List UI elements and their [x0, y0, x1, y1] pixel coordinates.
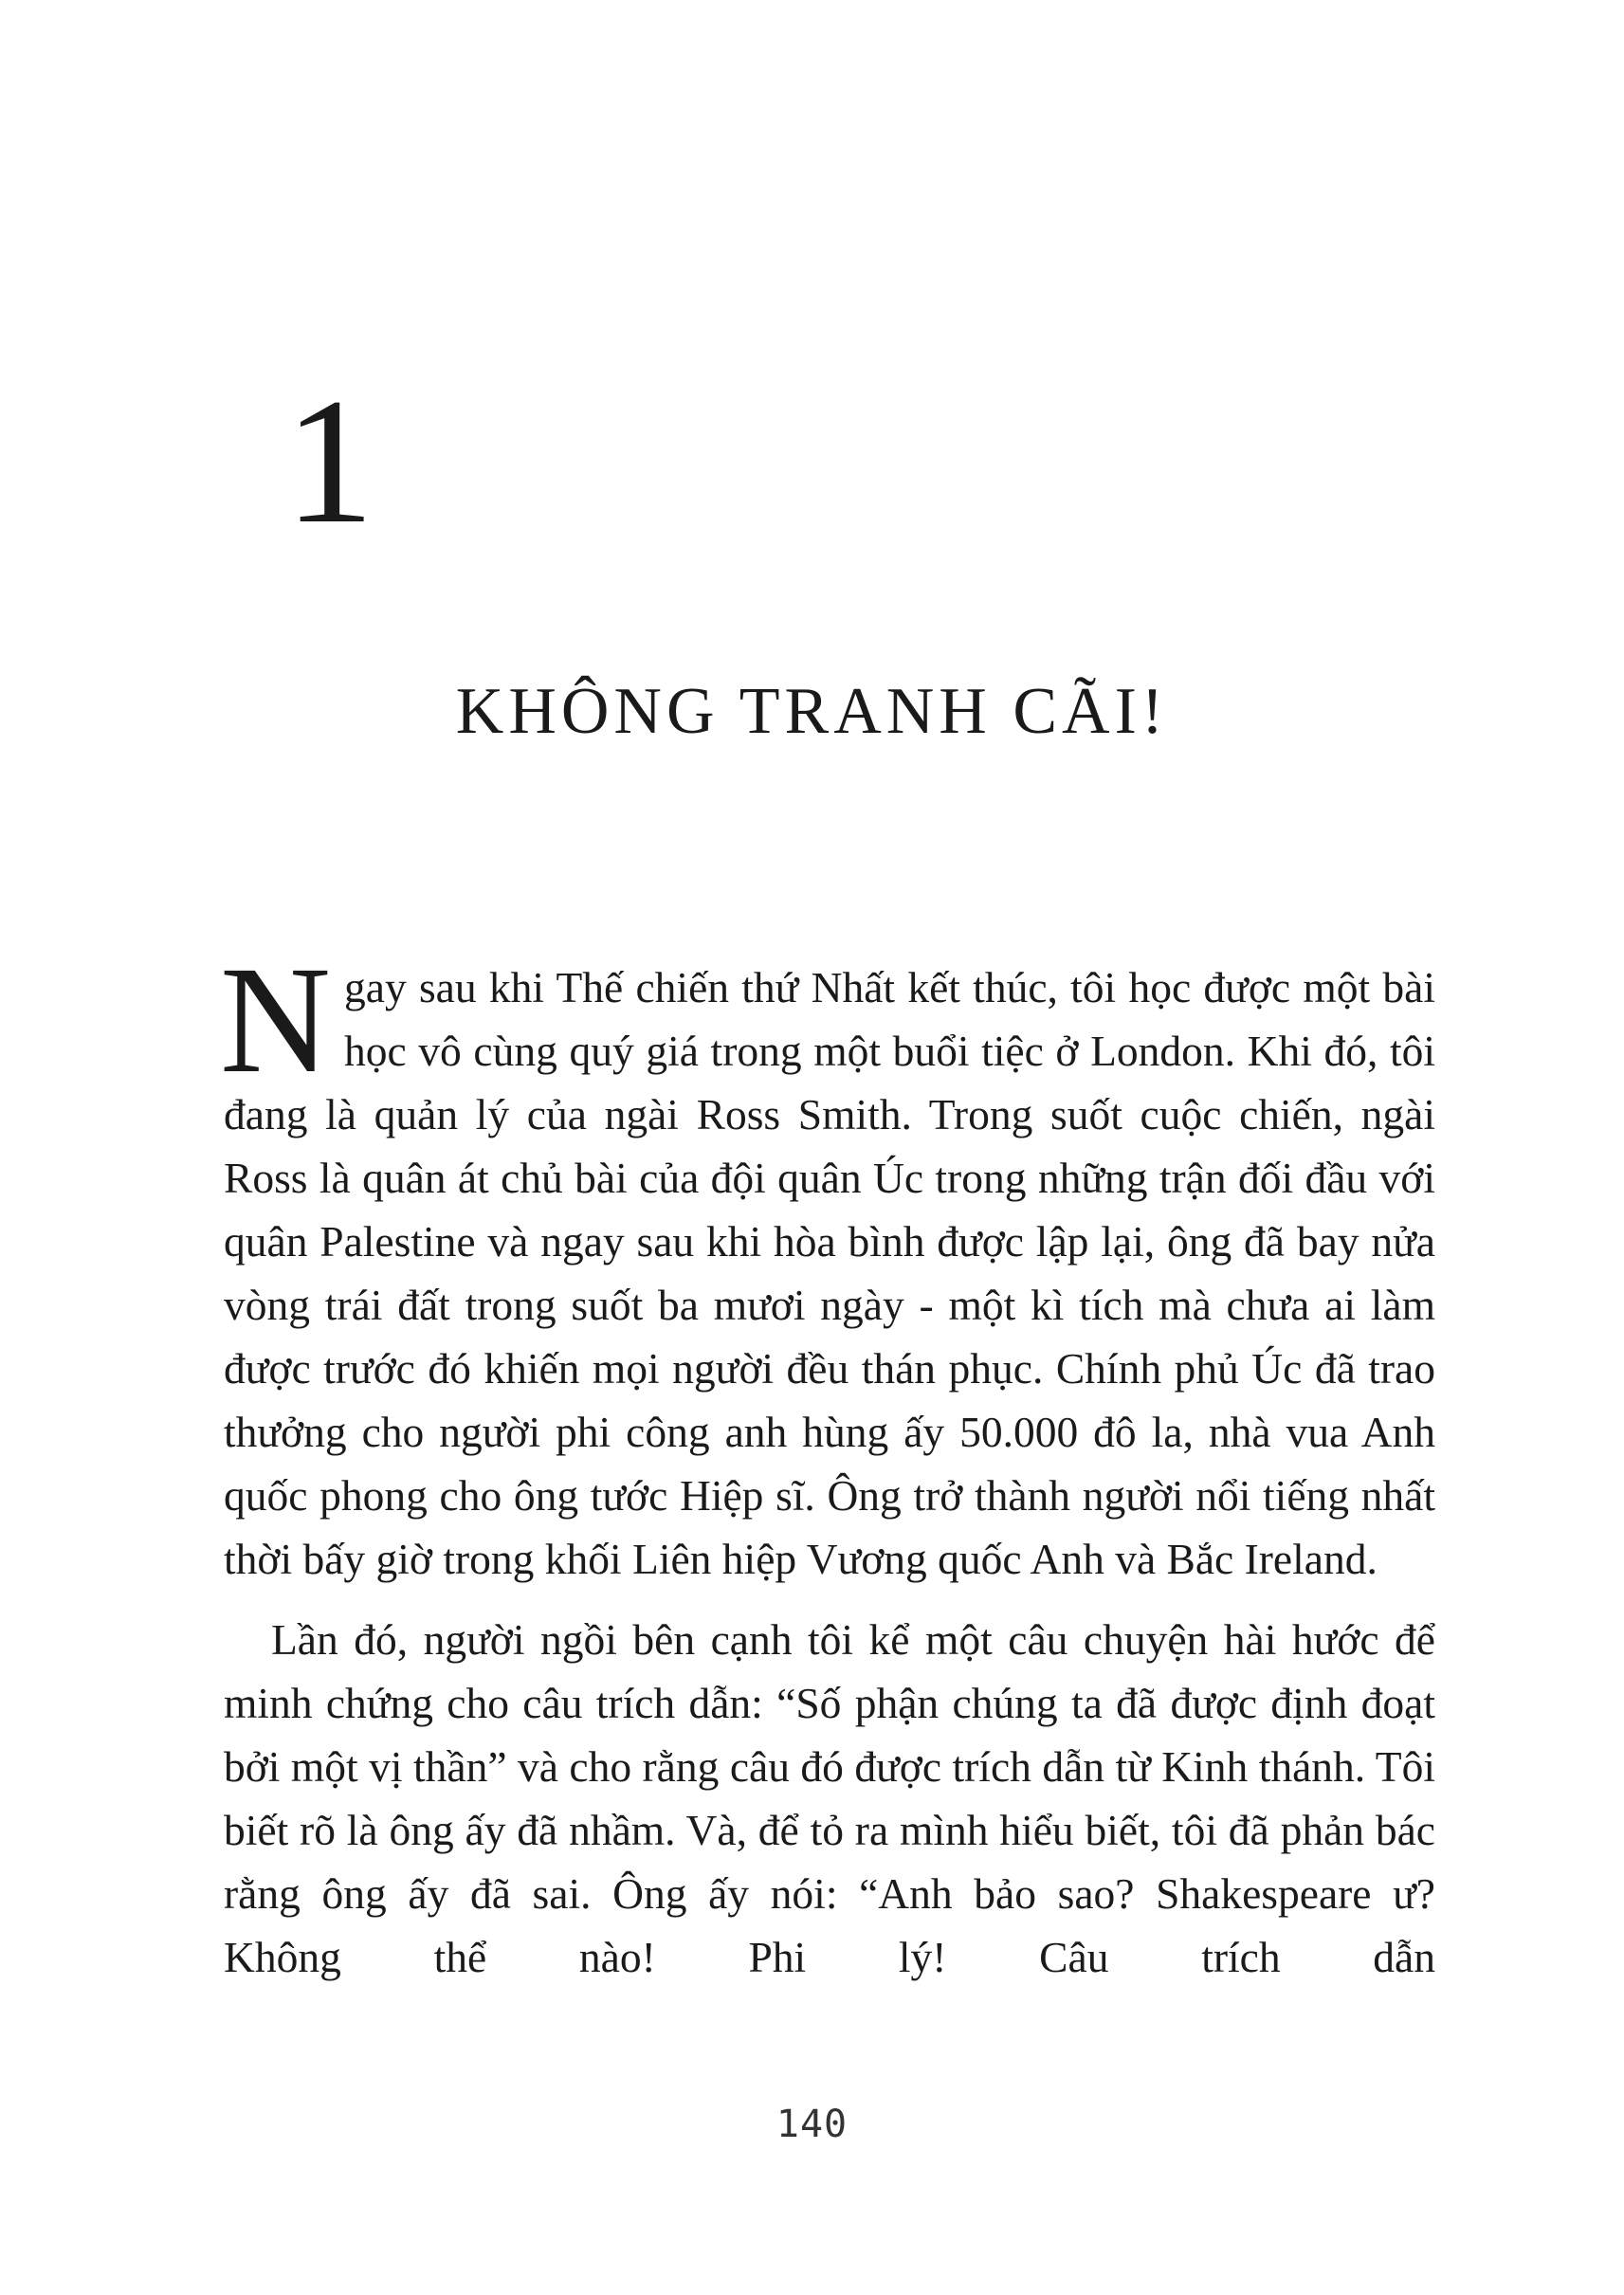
chapter-body [220, 936, 1435, 1989]
paragraph-2-text: Lần đó, người ngồi bên cạnh tôi kể một câu chuyện hài hước để minh chứng cho câu trích dẫn: “Số phận chúng ta đã được định đoạt bởi một vị thần” và cho rằng câu đó được trích dẫn từ Kinh thánh. Tôi biết rõ là ông ấy đã nhầm. Và, để tỏ ra mình hiểu biết, tôi đã phản bác rằng ông ấy đã sai. Ông ấy nói: “Anh bảo sao? Shakespeare ư? Không thể nào! Phi lý! Câu trích dẫn [224, 1615, 1435, 1981]
page-number: 140 [776, 2103, 848, 2146]
drop-cap: N [220, 936, 331, 1105]
chapter-number: 1 [284, 362, 374, 561]
chapter-title: KHÔNG TRANH CÃI! [455, 675, 1169, 748]
body-paragraph-1 [220, 936, 1435, 1591]
body-paragraph-2 [224, 1608, 1435, 1989]
paragraph-1-text: gay sau khi Thế chiến thứ Nhất kết thúc, tôi học được một bài học vô cùng quý giá trong một buổi tiệc ở London. Khi đó, tôi đang là quản lý của ngài Ross Smith. Trong suốt cuộc chiến, ngài Ross là quân át chủ bài của đội quân Úc trong những trận đối đầu với quân Palestine và ngay sau khi hòa bình được lập lại, ông đã bay nửa vòng trái đất trong suốt ba mươi ngày - một kì tích mà chưa ai làm được trước đó khiến mọi người đều thán phục. Chính phủ Úc đã trao thưởng cho người phi công anh hùng ấy 50.000 đô la, nhà vua Anh quốc phong cho ông tước Hiệp sĩ. Ông trở thành người nổi tiếng nhất thời bấy giờ trong khối Liên hiệp Vương quốc Anh và Bắc Ireland. [224, 963, 1435, 1583]
